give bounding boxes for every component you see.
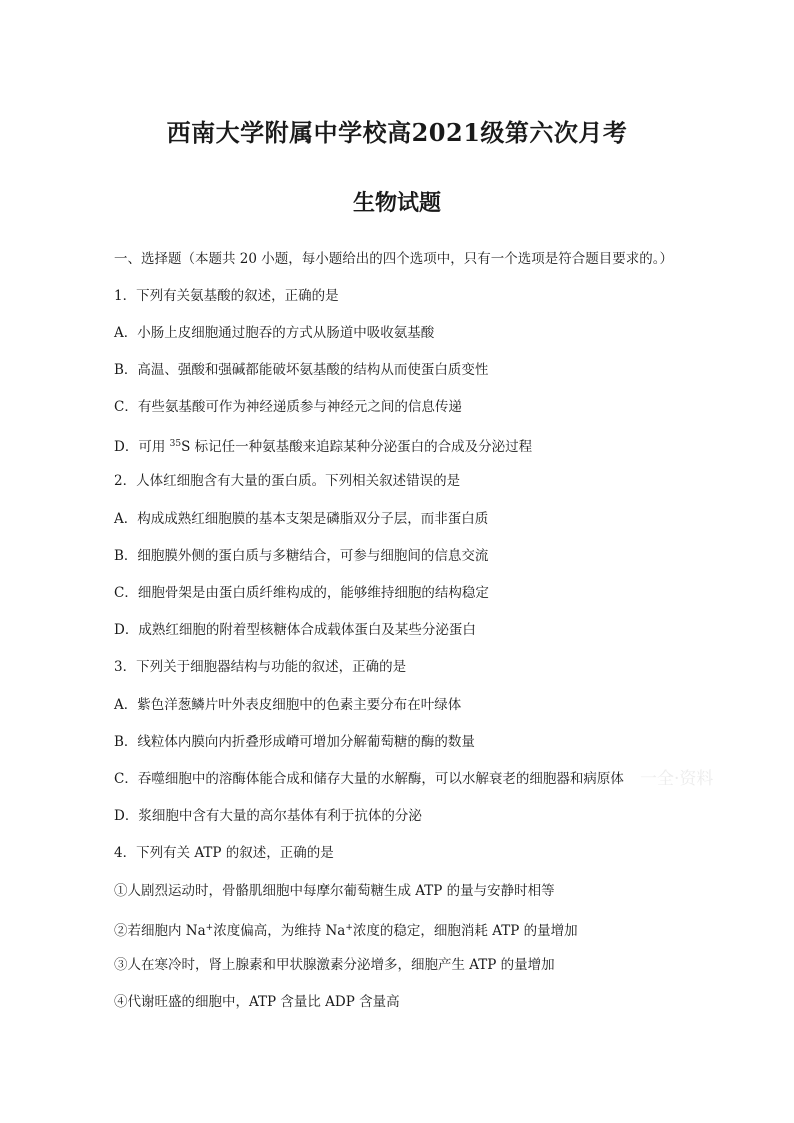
item-2-suffix: 浓度的稳定，细胞消耗 ATP 的量增加 [352,923,578,939]
isotope-superscript: 35 [169,439,182,449]
question-1-stem: 1．下列有关氨基酸的叙述，正确的是 [114,288,339,304]
question-2-stem: 2．人体红细胞含有大量的蛋白质。下列相关叙述错误的是 [114,473,461,489]
ion-charge-superscript: + [345,923,353,933]
question-4-item-4: ④代谢旺盛的细胞中，ATP 含量比 ADP 含量高 [114,994,400,1010]
item-2-middle: 浓度偏高，为维持 Na [213,923,346,939]
question-1-option-d [114,435,754,456]
item-2-prefix: ②若细胞内 Na [114,923,206,939]
question-4-item-2 [114,919,754,940]
question-3-option-a: A．紫色洋葱鳞片叶外表皮细胞中的色素主要分布在叶绿体 [114,697,462,713]
question-1-option-a: A．小肠上皮细胞通过胞吞的方式从肠道中吸收氨基酸 [114,325,435,341]
option-d-text: S 标记任一种氨基酸来追踪某种分泌蛋白的合成及分泌过程 [181,439,533,455]
watermark: 一全·资料 [640,769,714,789]
question-2-option-c: C．细胞骨架是由蛋白质纤维构成的，能够维持细胞的结构稳定 [114,585,489,601]
question-2-option-a: A．构成成熟红细胞膜的基本支架是磷脂双分子层，而非蛋白质 [114,511,489,527]
question-4-stem: 4．下列有关 ATP 的叙述，正确的是 [114,845,334,861]
question-1-option-c: C．有些氨基酸可作为神经递质参与神经元之间的信息传递 [114,399,462,415]
page-title: 西南大学附属中学校高2021级第六次月考 [166,118,628,147]
question-3-option-b: B．线粒体内膜向内折叠形成嵴可增加分解葡萄糖的酶的数量 [114,734,475,750]
page-subtitle: 生物试题 [352,190,441,216]
ion-charge-superscript: + [205,923,214,933]
section-header: 一、选择题（本题共 20 小题，每小题给出的四个选项中，只有一个选项是符合题目要求的。） [114,251,674,267]
question-1-option-b: B．高温、强酸和强碱都能破坏氨基酸的结构从而使蛋白质变性 [114,362,489,378]
question-3-stem: 3．下列关于细胞器结构与功能的叙述，正确的是 [114,659,407,675]
question-2-option-d: D．成熟红细胞的附着型核糖体合成载体蛋白及某些分泌蛋白 [114,622,476,638]
question-3-option-c: C．吞噬细胞中的溶酶体能合成和储存大量的水解酶，可以水解衰老的细胞器和病原体 [114,771,624,787]
question-2-option-b: B．细胞膜外侧的蛋白质与多糖结合，可参与细胞间的信息交流 [114,548,489,564]
option-d-prefix: D．可用 [114,439,170,455]
question-3-option-d: D．浆细胞中含有大量的高尔基体有利于抗体的分泌 [114,808,422,824]
question-4-item-1: ①人剧烈运动时，骨骼肌细胞中每摩尔葡萄糖生成 ATP 的量与安静时相等 [114,883,555,899]
question-4-item-3: ③人在寒冷时，肾上腺素和甲状腺激素分泌增多，细胞产生 ATP 的量增加 [114,957,555,973]
